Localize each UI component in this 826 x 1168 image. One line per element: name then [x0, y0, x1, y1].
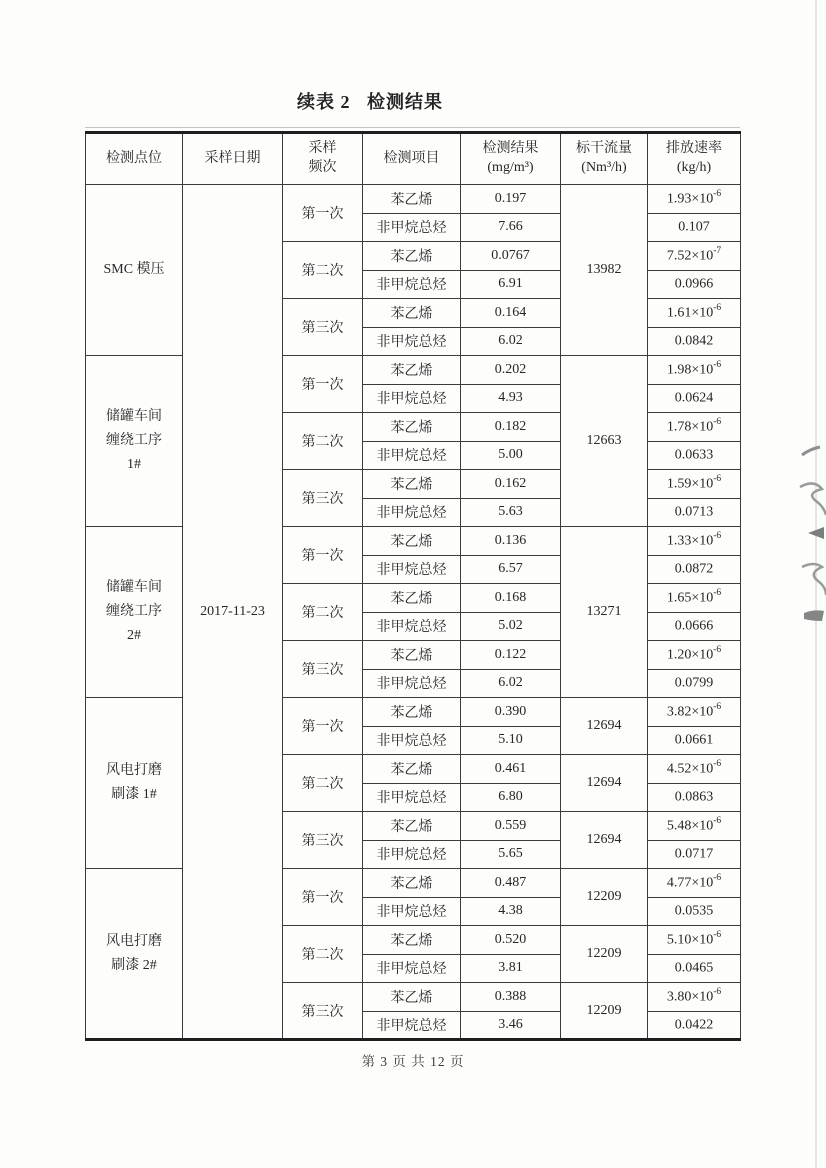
- run-label-cell: 第三次: [283, 299, 363, 356]
- rate-cell: [648, 926, 741, 955]
- rate-value: 0.0661: [674, 733, 714, 749]
- scan-ink-artifacts: [788, 435, 826, 635]
- table-title: 续表 2 检测结果: [297, 92, 443, 112]
- point-cell-line: 储罐车间: [106, 580, 162, 596]
- item-cell: 苯乙烯: [363, 926, 461, 955]
- result-cell: 6.02: [461, 669, 561, 698]
- point-cell-line: 储罐车间: [106, 409, 162, 425]
- rate-value: 0.0633: [674, 448, 714, 464]
- result-cell: 5.00: [461, 441, 561, 470]
- result-cell: 5.63: [461, 498, 561, 527]
- point-cell-line: 风电打磨: [106, 933, 162, 949]
- rate-cell: [648, 954, 741, 983]
- rate-value: 0.0713: [674, 505, 714, 521]
- rate-cell: [648, 612, 741, 641]
- rate-exponent: -6: [713, 359, 722, 370]
- item-cell: 苯乙烯: [363, 869, 461, 898]
- rate-value: 0.0799: [674, 676, 714, 692]
- rate-value: 1.61×10: [666, 305, 714, 321]
- rate-cell: [648, 299, 741, 328]
- run-label-cell: 第一次: [283, 356, 363, 413]
- rate-value: 3.80×10: [666, 989, 714, 1005]
- rate-cell: [648, 783, 741, 812]
- column-header-line: 采样: [308, 141, 337, 157]
- column-header: [461, 133, 561, 185]
- rate-value: 0.0717: [674, 847, 714, 863]
- point-cell: [86, 185, 183, 356]
- point-cell-line: 刷漆 2#: [111, 957, 157, 973]
- column-header-line: (kg/h): [676, 160, 712, 175]
- item-cell: 苯乙烯: [363, 299, 461, 328]
- column-header-line: 频次: [308, 160, 337, 175]
- rate-exponent: -6: [713, 929, 722, 940]
- item-cell: 苯乙烯: [363, 470, 461, 499]
- flow-cell: 13982: [561, 185, 648, 356]
- rate-cell: [648, 726, 741, 755]
- column-header-line: 采样日期: [204, 150, 261, 166]
- run-label-cell: 第三次: [283, 641, 363, 698]
- flow-cell: 12663: [561, 356, 648, 527]
- item-cell: 苯乙烯: [363, 812, 461, 841]
- rate-exponent: -6: [713, 758, 722, 769]
- run-label-cell: 第三次: [283, 470, 363, 527]
- item-cell: 非甲烷总烃: [363, 555, 461, 584]
- column-header: [283, 133, 363, 185]
- rate-value: 1.20×10: [666, 647, 714, 663]
- column-header-line: 检测点位: [106, 150, 162, 166]
- column-header-line: (mg/m³): [487, 160, 534, 175]
- item-cell: 非甲烷总烃: [363, 213, 461, 242]
- rate-exponent: -6: [713, 302, 722, 313]
- result-cell: 0.168: [461, 584, 561, 613]
- rate-cell: [648, 812, 741, 841]
- column-header-line: 排放速率: [666, 141, 722, 157]
- rate-exponent: -6: [713, 416, 722, 427]
- flow-cell: 12694: [561, 755, 648, 812]
- rate-cell: [648, 498, 741, 527]
- rate-exponent: -6: [713, 587, 722, 598]
- item-cell: 苯乙烯: [363, 413, 461, 442]
- table-header-row: [86, 133, 741, 185]
- item-cell: 苯乙烯: [363, 584, 461, 613]
- column-header-line: 检测项目: [383, 150, 440, 166]
- rate-cell: [648, 185, 741, 214]
- item-cell: 非甲烷总烃: [363, 1011, 461, 1040]
- page-number: 第 3 页 共 12 页: [361, 1054, 465, 1069]
- column-header-line: 标干流量: [576, 141, 632, 157]
- rate-value: 1.98×10: [666, 362, 714, 378]
- rate-exponent: -6: [713, 188, 722, 199]
- item-cell: 苯乙烯: [363, 698, 461, 727]
- item-cell: 非甲烷总烃: [363, 669, 461, 698]
- run-label-cell: 第二次: [283, 584, 363, 641]
- item-cell: 苯乙烯: [363, 641, 461, 670]
- result-cell: 0.164: [461, 299, 561, 328]
- rate-cell: [648, 897, 741, 926]
- item-cell: 非甲烷总烃: [363, 498, 461, 527]
- rate-exponent: -6: [713, 644, 722, 655]
- point-cell-line: SMC 模压: [103, 262, 165, 278]
- result-cell: 6.91: [461, 270, 561, 299]
- result-cell: 0.390: [461, 698, 561, 727]
- column-header-line: (Nm³/h): [581, 160, 627, 175]
- item-cell: 苯乙烯: [363, 755, 461, 784]
- rate-cell: [648, 983, 741, 1012]
- result-cell: 0.202: [461, 356, 561, 385]
- result-cell: 0.182: [461, 413, 561, 442]
- result-cell: 6.57: [461, 555, 561, 584]
- result-cell: 6.02: [461, 327, 561, 356]
- table-body: [86, 185, 741, 1040]
- run-label-cell: 第一次: [283, 698, 363, 755]
- rate-value: 0.0966: [674, 277, 714, 293]
- flow-cell: 12209: [561, 983, 648, 1040]
- rate-cell: [648, 441, 741, 470]
- table-row: [86, 185, 741, 214]
- scan-line-artifact: [85, 127, 740, 128]
- rate-value: 0.0624: [674, 391, 714, 407]
- column-header: [561, 133, 648, 185]
- rate-value: 3.82×10: [666, 704, 714, 720]
- run-label-cell: 第一次: [283, 869, 363, 926]
- column-header: [86, 133, 183, 185]
- rate-value: 0.0863: [674, 790, 714, 806]
- rate-value: 0.107: [678, 220, 710, 236]
- rate-exponent: -6: [713, 872, 722, 883]
- rate-cell: [648, 698, 741, 727]
- rate-cell: [648, 669, 741, 698]
- result-cell: 0.197: [461, 185, 561, 214]
- rate-cell: [648, 242, 741, 271]
- flow-cell: 12209: [561, 926, 648, 983]
- run-label-cell: 第三次: [283, 812, 363, 869]
- rate-exponent: -7: [713, 245, 722, 256]
- rate-exponent: -6: [713, 530, 722, 541]
- item-cell: 非甲烷总烃: [363, 840, 461, 869]
- rate-exponent: -6: [713, 701, 722, 712]
- rate-cell: [648, 213, 741, 242]
- point-cell-line: 缠绕工序: [106, 433, 162, 449]
- flow-cell: 12209: [561, 869, 648, 926]
- result-cell: 0.559: [461, 812, 561, 841]
- rate-value: 5.10×10: [666, 932, 714, 948]
- rate-value: 1.65×10: [666, 590, 714, 606]
- item-cell: 非甲烷总烃: [363, 726, 461, 755]
- item-cell: 非甲烷总烃: [363, 897, 461, 926]
- rate-value: 0.0666: [674, 619, 714, 635]
- point-cell-line: 风电打磨: [106, 763, 162, 779]
- rate-cell: [648, 641, 741, 670]
- rate-exponent: -6: [713, 473, 722, 484]
- result-cell: 4.38: [461, 897, 561, 926]
- result-cell: 5.65: [461, 840, 561, 869]
- run-label-cell: 第二次: [283, 413, 363, 470]
- result-cell: 0.520: [461, 926, 561, 955]
- rate-cell: [648, 384, 741, 413]
- result-cell: 6.80: [461, 783, 561, 812]
- run-label-cell: 第一次: [283, 527, 363, 584]
- item-cell: 非甲烷总烃: [363, 384, 461, 413]
- column-header: [648, 133, 741, 185]
- run-label-cell: 第二次: [283, 242, 363, 299]
- item-cell: 苯乙烯: [363, 356, 461, 385]
- rate-cell: [648, 527, 741, 556]
- rate-cell: [648, 840, 741, 869]
- result-cell: 0.388: [461, 983, 561, 1012]
- rate-cell: [648, 555, 741, 584]
- run-label-cell: 第三次: [283, 983, 363, 1040]
- rate-cell: [648, 1011, 741, 1040]
- result-cell: 0.136: [461, 527, 561, 556]
- result-cell: 0.461: [461, 755, 561, 784]
- item-cell: 非甲烷总烃: [363, 612, 461, 641]
- rate-value: 0.0465: [674, 961, 714, 977]
- rate-cell: [648, 470, 741, 499]
- result-cell: 4.93: [461, 384, 561, 413]
- point-cell: [86, 356, 183, 527]
- rate-cell: [648, 270, 741, 299]
- column-header-line: 检测结果: [482, 141, 539, 157]
- item-cell: 苯乙烯: [363, 242, 461, 271]
- item-cell: 苯乙烯: [363, 983, 461, 1012]
- point-cell: [86, 698, 183, 869]
- flow-cell: 12694: [561, 698, 648, 755]
- item-cell: 非甲烷总烃: [363, 783, 461, 812]
- detection-results-table: [85, 131, 741, 1041]
- result-cell: 0.487: [461, 869, 561, 898]
- rate-value: 1.33×10: [666, 533, 714, 549]
- rate-cell: [648, 584, 741, 613]
- flow-cell: 13271: [561, 527, 648, 698]
- point-cell: [86, 527, 183, 698]
- result-cell: 7.66: [461, 213, 561, 242]
- rate-exponent: -6: [713, 986, 722, 997]
- rate-cell: [648, 327, 741, 356]
- point-cell-line: 刷漆 1#: [111, 787, 157, 802]
- date-cell: 2017-11-23: [183, 185, 283, 1040]
- rate-value: 1.59×10: [666, 476, 714, 492]
- result-cell: 3.81: [461, 954, 561, 983]
- rate-value: 4.77×10: [666, 875, 714, 891]
- rate-cell: [648, 755, 741, 784]
- rate-cell: [648, 413, 741, 442]
- rate-value: 0.0422: [674, 1017, 714, 1033]
- column-header: [363, 133, 461, 185]
- rate-value: 0.0872: [674, 562, 714, 578]
- header-row: [86, 133, 741, 185]
- point-cell: [86, 869, 183, 1040]
- result-cell: 5.10: [461, 726, 561, 755]
- point-cell-line: 1#: [127, 456, 141, 472]
- run-label-cell: 第二次: [283, 755, 363, 812]
- item-cell: 苯乙烯: [363, 527, 461, 556]
- rate-value: 7.52×10: [666, 248, 714, 264]
- item-cell: 非甲烷总烃: [363, 327, 461, 356]
- run-label-cell: 第一次: [283, 185, 363, 242]
- column-header: [183, 133, 283, 185]
- point-cell-line: 2#: [127, 627, 141, 643]
- result-cell: 0.0767: [461, 242, 561, 271]
- rate-cell: [648, 869, 741, 898]
- rate-value: 0.0535: [674, 904, 714, 920]
- rate-value: 1.93×10: [666, 191, 714, 207]
- rate-exponent: -6: [713, 815, 722, 826]
- rate-value: 0.0842: [674, 334, 714, 350]
- result-cell: 0.122: [461, 641, 561, 670]
- result-cell: 0.162: [461, 470, 561, 499]
- rate-cell: [648, 356, 741, 385]
- item-cell: 非甲烷总烃: [363, 270, 461, 299]
- run-label-cell: 第二次: [283, 926, 363, 983]
- point-cell-line: 缠绕工序: [106, 604, 162, 620]
- item-cell: 非甲烷总烃: [363, 441, 461, 470]
- rate-value: 4.52×10: [666, 761, 714, 777]
- rate-value: 5.48×10: [666, 818, 714, 834]
- rate-value: 1.78×10: [666, 419, 714, 435]
- flow-cell: 12694: [561, 812, 648, 869]
- item-cell: 非甲烷总烃: [363, 954, 461, 983]
- item-cell: 苯乙烯: [363, 185, 461, 214]
- result-cell: 3.46: [461, 1011, 561, 1040]
- result-cell: 5.02: [461, 612, 561, 641]
